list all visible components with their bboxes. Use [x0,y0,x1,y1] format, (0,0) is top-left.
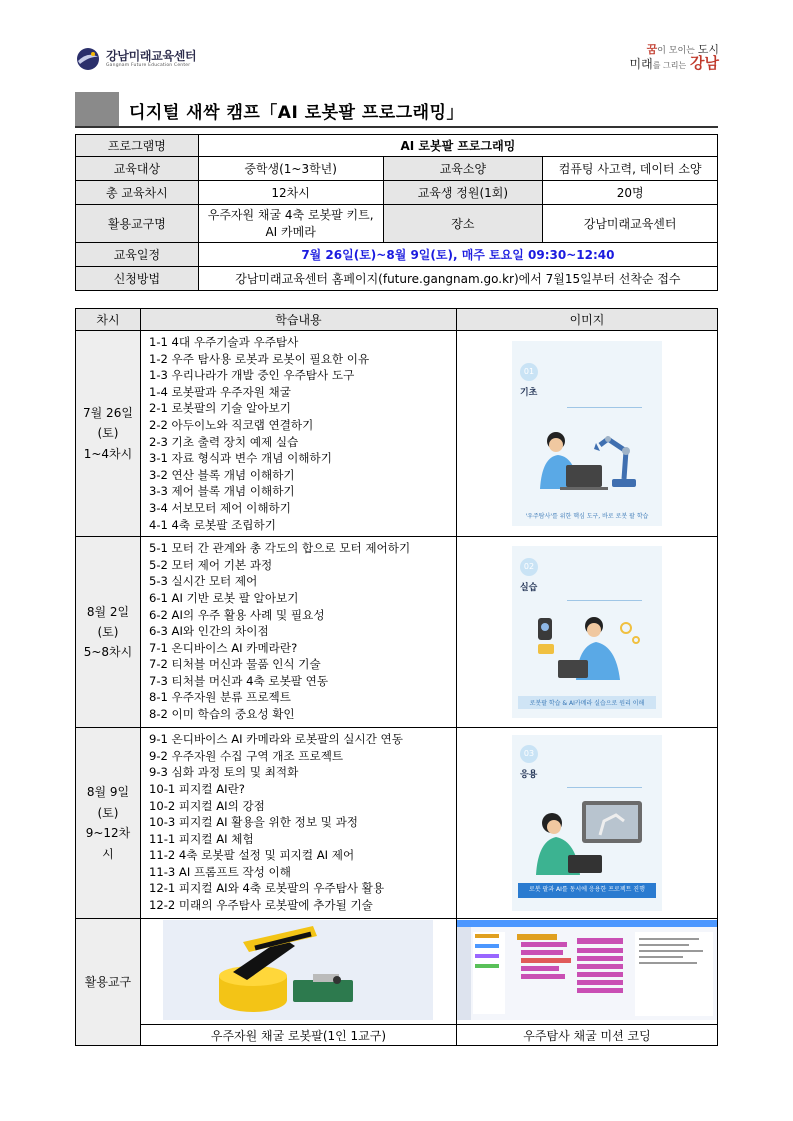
content-item: 6-1 AI 기반 로봇 팔 알아보기 [148,590,299,605]
session-cell [76,331,141,537]
session-range: 5~8차시 [83,645,133,660]
content-item: 3-4 서보모터 제어 이해하기 [148,500,291,515]
content-item: 7-2 티처블 머신과 물품 인식 기술 [148,657,321,672]
content-item: 3-2 연산 블록 개념 이해하기 [148,467,295,482]
content-item: 1-2 우주 탐사용 로봇과 로봇이 필요한 이유 [148,351,370,366]
stage-caption: '우주탐사'를 위한 핵심 도구, 바로 로봇 팔 학습 [525,513,649,521]
content-item: 1-4 로봇팔과 우주자원 채굴 [148,384,291,399]
stage-number: 03 [520,745,538,763]
program-label: 프로그램명 [76,135,199,157]
arrow-line [567,787,642,788]
image-cell [456,537,717,728]
stage-card-practice [512,546,662,718]
stage-name: 응용 [519,770,538,781]
tools-label: 활용교구명 [76,205,199,243]
content-item: 1-1 4대 우주기술과 우주탐사 [148,335,299,349]
robot-arm-kit-photo [163,920,433,1020]
curriculum-row [76,728,718,919]
content-item: 9-2 우주자원 수집 구역 개조 프로젝트 [148,748,344,763]
apply-value: 강남미래교육센터 홈페이지(future.gangnam.go.kr)에서 7월15일부터 선착순 접수 [198,267,717,291]
skill-value: 컴퓨팅 사고력, 데이터 소양 [543,157,718,181]
target-label: 교육대상 [76,157,199,181]
place-label: 장소 [383,205,543,243]
curriculum-row [76,537,718,728]
col-image-header: 이미지 [456,309,717,331]
content-item: 8-1 우주자원 분류 프로젝트 [148,690,291,705]
content-item: 2-1 로봇팔의 기술 알아보기 [148,401,291,416]
sessions-label: 총 교육차시 [76,181,199,205]
stage-number: 01 [520,363,538,381]
tools-value-line-2: AI 카메라 [265,224,316,239]
content-item: 1-3 우리나라가 개발 중인 우주탐사 도구 [148,368,355,383]
content-item: 10-1 피지컬 AI란? [148,781,245,796]
student-laptop-robot-illustration [534,421,644,493]
content-cell [140,728,456,919]
program-value: AI 로봇팔 프로그래밍 [198,135,717,157]
content-item: 5-1 모터 간 관계와 총 각도의 합으로 모터 제어하기 [148,541,411,556]
session-date: 7월 26일(토) [83,405,133,441]
col-content-header: 학습내용 [140,309,456,331]
content-item: 10-3 피지컬 AI 활용을 위한 정보 및 과정 [148,815,358,830]
title-accent-box [75,92,119,126]
slogan-small: 를 그리는 [652,61,687,71]
place-value: 강남미래교육센터 [543,205,718,243]
content-item: 5-3 실시간 모터 제어 [148,574,258,589]
coding-screenshot-cell [456,919,717,1025]
coding-caption: 우주탐사 채굴 미션 코딩 [456,1025,717,1046]
session-range: 9~12차시 [85,826,131,861]
content-item: 2-3 기초 출력 장치 예제 실습 [148,434,299,449]
slogan-future: 미래 [629,57,653,72]
content-item: 8-2 이미 학습의 중요성 확인 [148,707,295,722]
stage-name: 기초 [519,388,538,399]
block-coding-screenshot [457,920,717,1020]
content-item: 11-2 4축 로봇팔 설정 및 피지컬 AI 제어 [148,848,355,863]
session-date: 8월 2일(토) [86,604,130,639]
col-session-header: 차시 [76,309,141,331]
center-logo-icon [76,47,100,71]
content-item: 12-1 피지컬 AI와 4축 로봇팔의 우주탐사 활용 [148,881,385,896]
content-item: 4-1 4축 로봇팔 조립하기 [148,517,276,532]
content-item: 9-1 온디바이스 AI 카메라와 로봇팔의 실시간 연동 [148,732,403,747]
student-robot-screen-illustration [530,797,648,877]
capacity-value: 20명 [543,181,718,205]
capacity-label: 교육생 정원(1회) [383,181,543,205]
robot-arm-caption: 우주자원 채굴 로봇팔(1인 1교구) [140,1025,456,1046]
session-cell [76,537,141,728]
content-item: 3-3 제어 블록 개념 이해하기 [148,484,295,499]
slogan-gangnam: 강남 [690,54,719,73]
tools-row-label: 활용교구 [76,919,141,1046]
content-item: 10-2 피지컬 AI의 강점 [148,798,265,813]
image-cell [456,331,717,537]
sessions-value: 12차시 [198,181,383,205]
title-bar [75,92,718,128]
page-title: 디지털 새싹 캠프「AI 로봇팔 프로그래밍」 [129,103,464,123]
slogan-city: 도시 [697,43,719,56]
stage-caption: 로봇 팔과 AI를 동시에 응용한 프로젝트 진행 [518,883,656,897]
content-item: 7-3 티처블 머신과 4축 로봇팔 연동 [148,673,329,688]
center-sub: Gangnam Future Education Center [106,62,191,68]
session-cell [76,728,141,919]
session-date: 8월 9일(토) [86,785,130,820]
content-cell [140,537,456,728]
slogan-dream: 꿈 [646,43,658,56]
stage-card-basic [512,341,662,526]
skill-label: 교육소양 [383,157,543,181]
student-ai-camera-illustration [532,610,647,682]
target-value: 중학생(1~3학년) [198,157,383,181]
center-name: 강남미래교육센터 [106,48,197,63]
content-item: 12-2 미래의 우주탐사 로봇팔에 추가될 기술 [148,898,373,913]
stage-card-application [512,735,662,911]
gangnam-slogan-logo [630,44,719,72]
content-item: 9-3 심화 과정 토의 및 최적화 [148,765,299,780]
image-cell [456,728,717,919]
slogan-top-rest: 이 모이는 [657,46,695,56]
content-cell [140,331,456,537]
schedule-value: 7월 26일(토)~8월 9일(토), 매주 토요일 09:30~12:40 [198,243,717,267]
content-item: 5-2 모터 제어 기본 과정 [148,557,273,572]
session-range: 1~4차시 [83,446,133,461]
content-item: 7-1 온디바이스 AI 카메라란? [148,640,298,655]
arrow-line [567,407,642,408]
tools-value-line-1: 우주자원 채굴 4축 로봇팔 키트, [207,208,374,223]
tools-value [198,205,383,243]
curriculum-table [75,308,718,1046]
stage-number: 02 [520,558,538,576]
stage-name: 실습 [519,583,538,594]
content-item: 11-1 피지컬 AI 체험 [148,831,254,846]
content-item: 2-2 아두이노와 직코랩 연결하기 [148,417,314,432]
curriculum-row [76,331,718,537]
content-item: 11-3 AI 프롬프트 작성 이해 [148,864,291,879]
content-item: 6-3 AI와 인간의 차이점 [148,624,269,639]
center-logo [76,47,196,71]
content-item: 6-2 AI의 우주 활용 사례 및 필요성 [148,607,325,622]
stage-caption: 로봇팔 학습 & AI카메라 실습으로 원리 이해 [518,696,656,709]
program-info-table [75,134,718,291]
arrow-line [567,600,642,601]
content-item: 3-1 자료 형식과 변수 개념 이해하기 [148,451,332,466]
apply-label: 신청방법 [76,267,199,291]
robot-arm-photo-cell [140,919,456,1025]
schedule-label: 교육일정 [76,243,199,267]
